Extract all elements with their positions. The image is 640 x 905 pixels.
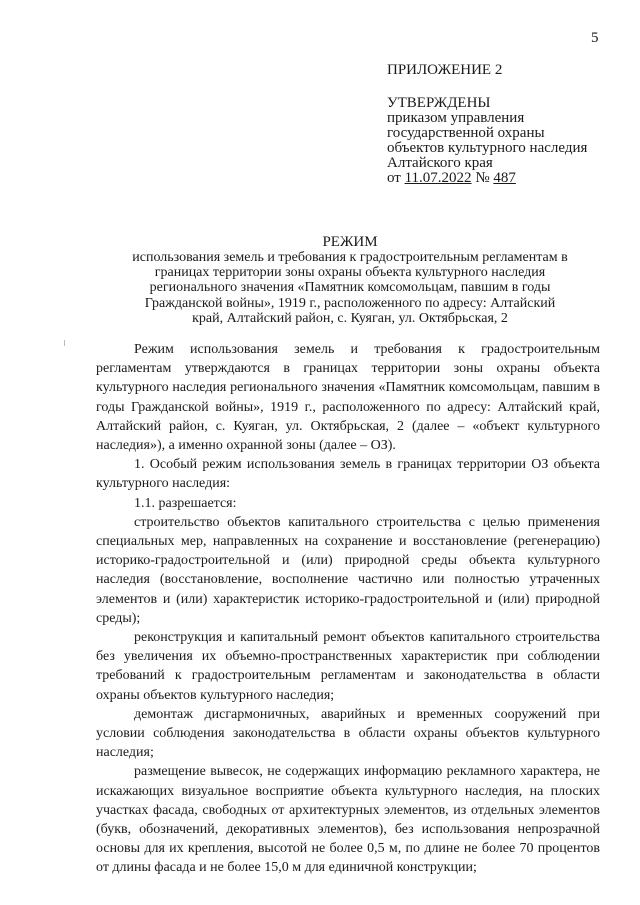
approval-line: объектов культурного наследия (387, 140, 588, 156)
section-paragraph: 1. Особый режим использования земель в границах территории ОЗ объекта культурного наследия: (96, 457, 600, 492)
document-subtitle: использования земель и требования к градостроительным регламентам в границах территории зоны охраны объекта культурного наследия регионального значения «Памятник комсомольцам, павшим в годы Гражданской войны», 1919 г., расположенного по адресу: Алтайский край, Алтайский район, с. Куяган, ул. Октябрьская, 2 (132, 250, 568, 326)
approval-line: государственной охраны (387, 125, 545, 141)
approval-block (387, 96, 587, 186)
margin-mark (64, 340, 65, 346)
document-title: РЕЖИМ (322, 234, 378, 250)
approval-date-line (387, 171, 587, 186)
approval-heading: УТВЕРЖДЕНЫ (387, 95, 491, 111)
approval-line: приказом управления (387, 110, 525, 126)
list-paragraph: размещение вывесок, не содержащих информацию рекламного характера, не искажающих визуальное восприятие объекта культурного наследия, на плоских участках фасада, свободных от архитектурных элементов, из отдельных элементов (букв, обозначений, декоративных элементов), без использования непрозрачной основы для их крепления, высотой не более 0,5 м, по длине не более 70 процентов от длины фасада и не более 15,0 м для единичной конструкции; (96, 764, 600, 876)
list-paragraph: строительство объектов капитального строительства с целью применения специальных мер, направленных на сохранение и восстановление (регенерацию) историко-градостроительной и (или) природной среды объекта культурного наследия (восстановление, восполнение частично или полностью утраченных элементов и (или) характеристик историко-градостроительной и (или) природной среды); (96, 514, 600, 626)
list-paragraph: реконструкция и капитальный ремонт объектов капитального строительства без увеличения их объемно-пространственных характеристик при соблюдении требований к градостроительным регламентам и законодательства в области охраны объектов культурного наследия; (96, 630, 600, 703)
date-prefix: от (387, 170, 401, 186)
approval-line: Алтайского края (387, 155, 493, 171)
appendix-label: ПРИЛОЖЕНИЕ 2 (387, 62, 503, 78)
document-body (96, 340, 600, 878)
subsection-paragraph: 1.1. разрешается: (134, 495, 237, 511)
page-number: 5 (591, 30, 599, 46)
approval-date: 11.07.2022 (404, 170, 472, 186)
approval-number: 487 (493, 170, 516, 186)
list-paragraph: демонтаж дисгармоничных, аварийных и временных сооружений при условии соблюдения законодательства в области охраны объектов культурного наследия; (96, 706, 600, 761)
intro-paragraph: Режим использования земель и требования к градостроительным регламентам утверждаются в границах территории зоны охраны объекта культурного наследия регионального значения «Памятник комсомольцам, павшим в годы Гражданской войны», 1919 г., расположенного по адресу: Алтайский край, Алтайский район, с. Куяган, ул. Октябрьская, 2 (далее – «объект культурного наследия»), а именно охранной зоны (далее – ОЗ). (96, 342, 600, 454)
number-prefix: № (475, 170, 490, 186)
